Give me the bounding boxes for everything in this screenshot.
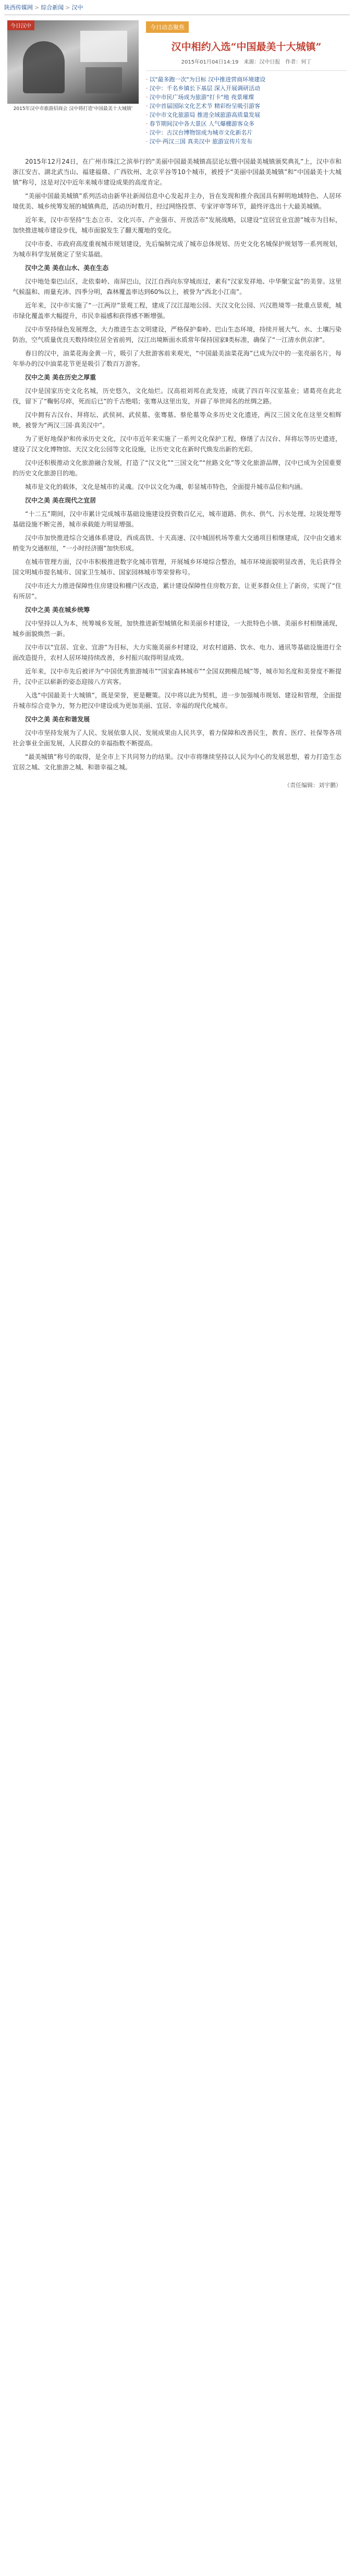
section-heading: 汉中之美 美在城乡统筹 <box>25 606 90 614</box>
paragraph: “最美城镇”称号的取得，是全市上下共同努力的结果。汉中市将继续坚持以人民为中心的发展思想，着力打造生态宜居之城、文化旅游之城、和谐幸福之城。 <box>13 753 341 771</box>
related-link[interactable] <box>146 102 347 111</box>
article-title: 汉中相约入选“中国最美十大城镇” <box>171 41 322 53</box>
paragraph: 近年来，汉中市实施了“一江两岸”景观工程，建成了汉江湿地公园、天汉文化公园、兴汉胜境等一批重点景观，城市绿化覆盖率大幅提升，市民幸福感和获得感不断增强。 <box>13 302 341 320</box>
paragraph: 城市是文化的载体，文化是城市的灵魂。汉中以文化为魂，彰显城市特色，全面提升城市品位和内涵。 <box>25 483 307 490</box>
bullet-icon: · <box>146 85 148 92</box>
photo-shape <box>86 67 122 93</box>
paragraph: 汉中市坚持发展为了人民、发展依靠人民、发展成果由人民共享，着力保障和改善民生，教育、医疗、社保等各项社会事业全面发展，人民群众的幸福指数不断提高。 <box>13 729 341 747</box>
related-link-text[interactable]: 汉中首届国际文化艺术节 精彩纷呈吸引游客 <box>149 103 260 109</box>
hero-info <box>139 20 347 146</box>
section-heading: 汉中之美 美在历史之厚重 <box>25 374 96 381</box>
section-heading: 汉中之美 美在现代之宜居 <box>25 497 96 504</box>
article-body <box>0 146 354 772</box>
section-heading: 汉中之美 美在山水、美在生态 <box>25 264 109 272</box>
related-link[interactable] <box>146 93 347 102</box>
hero-tag[interactable]: 今日动态聚焦 <box>146 21 189 33</box>
breadcrumb-hanzhong[interactable]: 汉中 <box>71 4 83 11</box>
hero-photo[interactable] <box>7 20 139 104</box>
related-link-text[interactable]: 汉中·两汉三国 真美汉中 旅游宣传片发布 <box>149 138 252 145</box>
bullet-icon: · <box>146 129 148 136</box>
paragraph: 春日的汉中，油菜花海金黄一片，吸引了大批游客前来观光，“中国最美油菜花海”已成为汉中的一张亮丽名片，每年举办的汉中油菜花节更是吸引了数百万游客。 <box>13 350 341 367</box>
related-link-text[interactable]: 汉中市民广场成为旅游"打卡"地 夜景璀璨 <box>149 94 254 101</box>
related-link-text[interactable]: 以"最多跑一次"为目标 汉中推进营商环境建设 <box>149 76 266 83</box>
related-link-text[interactable]: 汉中市文化旅游局 推进全域旅游高质量发展 <box>149 112 260 118</box>
paragraph: 2015年12月24日，在广州市珠江之滨举行的“美丽中国最美城镇高层论坛暨中国最美城镇颁奖典礼”上，汉中市和浙江安吉、湖北武当山、福建福鼎、广西钦州、北京平谷等10个城市，被授予“美丽中国最美城镇”和“中国最美十大城镇”称号，这是对汉中近年来城市建设成果的高度肯定。 <box>13 158 341 186</box>
paragraph: 汉中市还大力推进保障性住房建设和棚户区改造，累计建设保障性住房数万套，让更多群众住上了新房，实现了“住有所居”。 <box>13 582 341 600</box>
paragraph: 为了更好地保护和传承历史文化，汉中市近年来实施了一系列文化保护工程，修缮了古汉台、拜将坛等历史遗迹，建设了汉文化博物馆、天汉文化公园等文化设施，让历史文化在新时代焕发出新的光彩。 <box>13 435 341 453</box>
photo-shape <box>23 41 65 93</box>
paragraph: 汉中是国家历史文化名城，历史悠久，文化灿烂。汉高祖刘邦在此发迹，成就了四百年汉室基业；诸葛亮在此北伐，留下了“鞠躬尽瘁，死而后已”的千古绝唱；张骞从这里出发，开辟了举世闻名的丝绸之路。 <box>13 387 341 405</box>
related-links <box>146 75 347 146</box>
related-link-text[interactable]: 春节期间汉中各大景区 人气爆棚游客众多 <box>149 120 254 127</box>
paragraph: 汉中市委、市政府高度重视城市规划建设，先后编制完成了城市总体规划、历史文化名城保护规划等一系列规划，为城市科学发展奠定了坚实基础。 <box>13 240 341 258</box>
paragraph: 汉中地处秦巴山区，北依秦岭、南屏巴山，汉江自西向东穿城而过，素有“汉家发祥地、中华聚宝盆”的美誉。这里气候温和、雨量充沛、四季分明，森林覆盖率达到60%以上，被誉为“西北小江南”。 <box>13 278 341 296</box>
paragraph: 在城市管理方面，汉中市积极推进数字化城市管理，开展城乡环境综合整治，城市环境面貌明显改善，先后获得全国文明城市提名城市、国家卫生城市、国家园林城市等荣誉称号。 <box>13 558 341 576</box>
related-link[interactable] <box>146 75 347 84</box>
paragraph: 汉中市加快推进综合交通体系建设，西成高铁、十天高速、汉中城固机场等重大交通项目相继建成，汉中由交通末梢变为交通枢纽，“一小时经济圈”加快形成。 <box>13 534 341 552</box>
bullet-icon: · <box>146 76 148 83</box>
paragraph: “十二五”期间，汉中市累计完成城市基础设施建设投资数百亿元，城市道路、供水、供气、污水处理、垃圾处理等基础设施不断完善，城市承载能力明显增强。 <box>13 510 341 528</box>
bullet-icon: · <box>146 120 148 127</box>
related-link-text[interactable]: 汉中：古汉台博物馆成为城市文化新名片 <box>149 129 253 136</box>
bullet-icon: · <box>146 103 148 109</box>
related-link-text[interactable]: 汉中：千名乡镇长下基层 深入开展调研活动 <box>149 85 260 92</box>
bullet-icon: · <box>146 94 148 101</box>
paragraph: “美丽中国最美城镇”系列活动由新华社新闻信息中心发起并主办，旨在发现和推介我国具有鲜明地域特色、人居环境优美、城乡统筹发展的城镇典范，活动历时数月，经过网络投票、专家评审等环节，最终评选出十大最美城镇。 <box>13 192 341 210</box>
paragraph: 近年来，汉中市先后被评为“中国优秀旅游城市”“国家森林城市”“全国双拥模范城”等，城市知名度和美誉度不断提升，汉中正以崭新的姿态迎接八方宾客。 <box>13 668 341 685</box>
paragraph: 汉中市坚持绿色发展理念，大力推进生态文明建设，严格保护秦岭、巴山生态环境，持续开展大气、水、土壤污染防治，空气质量优良天数持续位居全省前列，汉江出境断面水质常年保持国家Ⅱ类标准，确保了“一江清水供京津”。 <box>13 326 341 344</box>
related-link[interactable] <box>146 128 347 137</box>
article-meta: 2015年01月04日14:19 来源：汉中日报 作者：何丁 <box>181 59 312 65</box>
related-link[interactable] <box>146 84 347 93</box>
paragraph: 汉中市以“宜居、宜业、宜游”为目标，大力实施美丽乡村建设，对农村道路、饮水、电力、通讯等基础设施进行全面改造提升，农村人居环境持续改善，乡村振兴取得明显成效。 <box>13 644 341 661</box>
hero-photo-block <box>7 20 139 146</box>
editor-credit: （责任编辑：刘宇鹏） <box>284 782 341 789</box>
photo-shape <box>80 31 127 62</box>
hero-divider <box>146 70 347 71</box>
photo-caption: 2015年汉中市旅游招商会 汉中将打造'中国最美十大城镇' <box>13 106 133 112</box>
paragraph: 入选“中国最美十大城镇”，既是荣誉，更是鞭策。汉中将以此为契机，进一步加强城市规划、建设和管理，全面提升城市综合竞争力，努力把汉中建设成为更加美丽、宜居、幸福的现代化城市。 <box>13 692 341 709</box>
hero <box>0 20 354 146</box>
section-heading: 汉中之美 美在和谐发展 <box>25 716 90 723</box>
breadcrumb-news[interactable]: 综合新闻 <box>41 4 64 11</box>
bullet-icon: · <box>146 138 148 145</box>
breadcrumb-home[interactable]: 陕西传媒网 <box>4 4 33 11</box>
paragraph: 汉中坚持以人为本，统筹城乡发展，加快推进新型城镇化和美丽乡村建设，一大批特色小镇、美丽乡村相继涌现，城乡面貌焕然一新。 <box>13 620 341 637</box>
related-link[interactable] <box>146 119 347 128</box>
photo-badge: 今日汉中 <box>7 20 34 30</box>
paragraph: 汉中还积极推动文化旅游融合发展，打造了“汉文化”“三国文化”“丝路文化”等文化旅游品牌，汉中已成为全国重要的历史文化旅游目的地。 <box>13 459 341 477</box>
related-link[interactable] <box>146 111 347 119</box>
related-link[interactable] <box>146 137 347 146</box>
paragraph: 近年来，汉中市坚持“生态立市、文化兴市、产业强市、开放活市”发展战略，以建设“宜居宜业宜游”城市为目标，加快推进城市建设步伐，城市面貌发生了翻天覆地的变化。 <box>13 216 341 234</box>
breadcrumb: 陕西传媒网 > 综合新闻 > 汉中 <box>4 4 83 11</box>
paragraph: 汉中拥有古汉台、拜将坛、武侯祠、武侯墓、张骞墓、蔡伦墓等众多历史文化遗迹，两汉三国文化在这里交相辉映，被誉为“两汉三国·真美汉中”。 <box>13 411 341 429</box>
bullet-icon: · <box>146 112 148 118</box>
